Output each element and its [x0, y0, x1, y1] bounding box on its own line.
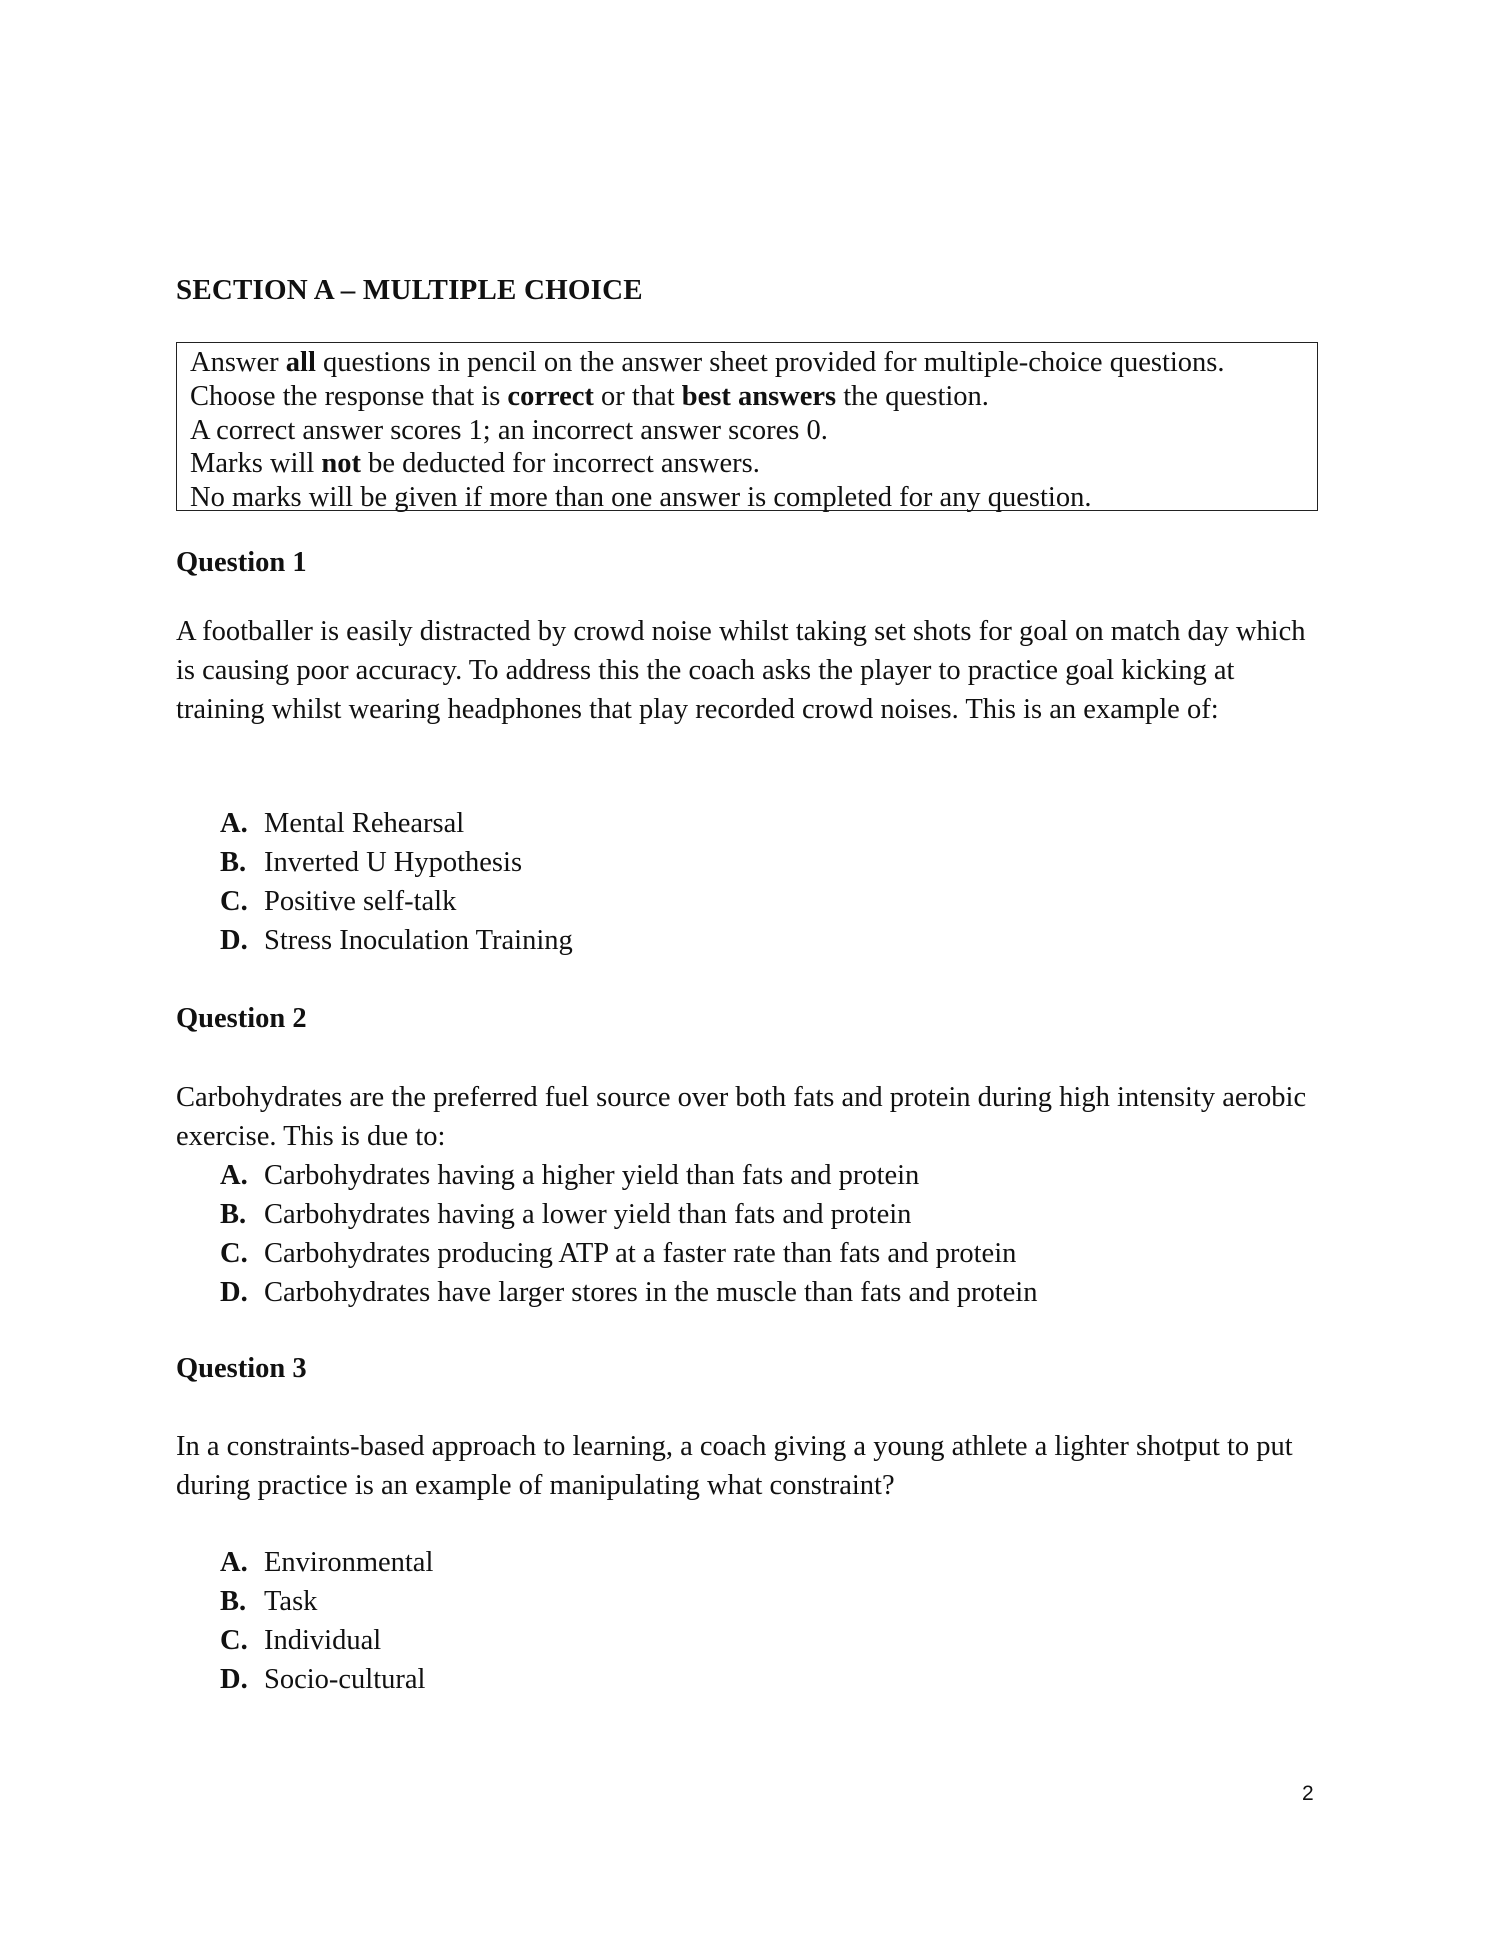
- option-c: C. Positive self-talk: [220, 886, 457, 917]
- question-1-text: A footballer is easily distracted by crowd noise whilst taking set shots for goal on match day which is causing poor accuracy. To address this the coach asks the player to practice goal kicking at training whilst wearing headphones that play recorded crowd noises. This is an example of:: [176, 616, 1306, 725]
- option-d: D. Socio-cultural: [220, 1664, 426, 1695]
- option-a: A. Environmental: [220, 1547, 434, 1578]
- page-number: 2: [1302, 1782, 1314, 1805]
- option-b: B. Inverted U Hypothesis: [220, 847, 523, 878]
- question-2-heading: Question 2: [176, 1003, 307, 1034]
- question-2-options: [220, 1156, 1037, 1312]
- option-a: A. Mental Rehearsal: [220, 808, 465, 839]
- instruction-line-2: Choose the response that is correct or that best answers the question.: [190, 380, 989, 412]
- option-a: A. Carbohydrates having a higher yield than fats and protein: [220, 1160, 920, 1191]
- option-d: D. Stress Inoculation Training: [220, 925, 573, 956]
- question-1-heading: Question 1: [176, 547, 307, 578]
- question-2-text: Carbohydrates are the preferred fuel source over both fats and protein during high intensity aerobic exercise. This is due to:: [176, 1082, 1307, 1152]
- instruction-line-1: Answer all questions in pencil on the answer sheet provided for multiple-choice questions.: [190, 347, 1225, 378]
- section-title: SECTION A – MULTIPLE CHOICE: [176, 274, 643, 306]
- question-3-options: [220, 1543, 433, 1699]
- instruction-line-4: Marks will not be deducted for incorrect answers.: [190, 448, 760, 480]
- option-b: B. Carbohydrates having a lower yield than fats and protein: [220, 1199, 912, 1230]
- option-c: C. Individual: [220, 1625, 382, 1656]
- option-d: D. Carbohydrates have larger stores in the muscle than fats and protein: [220, 1277, 1038, 1308]
- question-3-text: In a constraints-based approach to learning, a coach giving a young athlete a lighter shotput to put during practice is an example of manipulating what constraint?: [176, 1431, 1293, 1501]
- question-1-options: [220, 804, 573, 960]
- option-b: B. Task: [220, 1586, 318, 1617]
- instructions-box: [176, 342, 1318, 514]
- question-3-heading: Question 3: [176, 1353, 307, 1384]
- option-c: C. Carbohydrates producing ATP at a faster rate than fats and protein: [220, 1238, 1017, 1269]
- instruction-line-5: No marks will be given if more than one answer is completed for any question.: [190, 482, 1092, 514]
- instruction-line-3: A correct answer scores 1; an incorrect answer scores 0.: [190, 414, 828, 446]
